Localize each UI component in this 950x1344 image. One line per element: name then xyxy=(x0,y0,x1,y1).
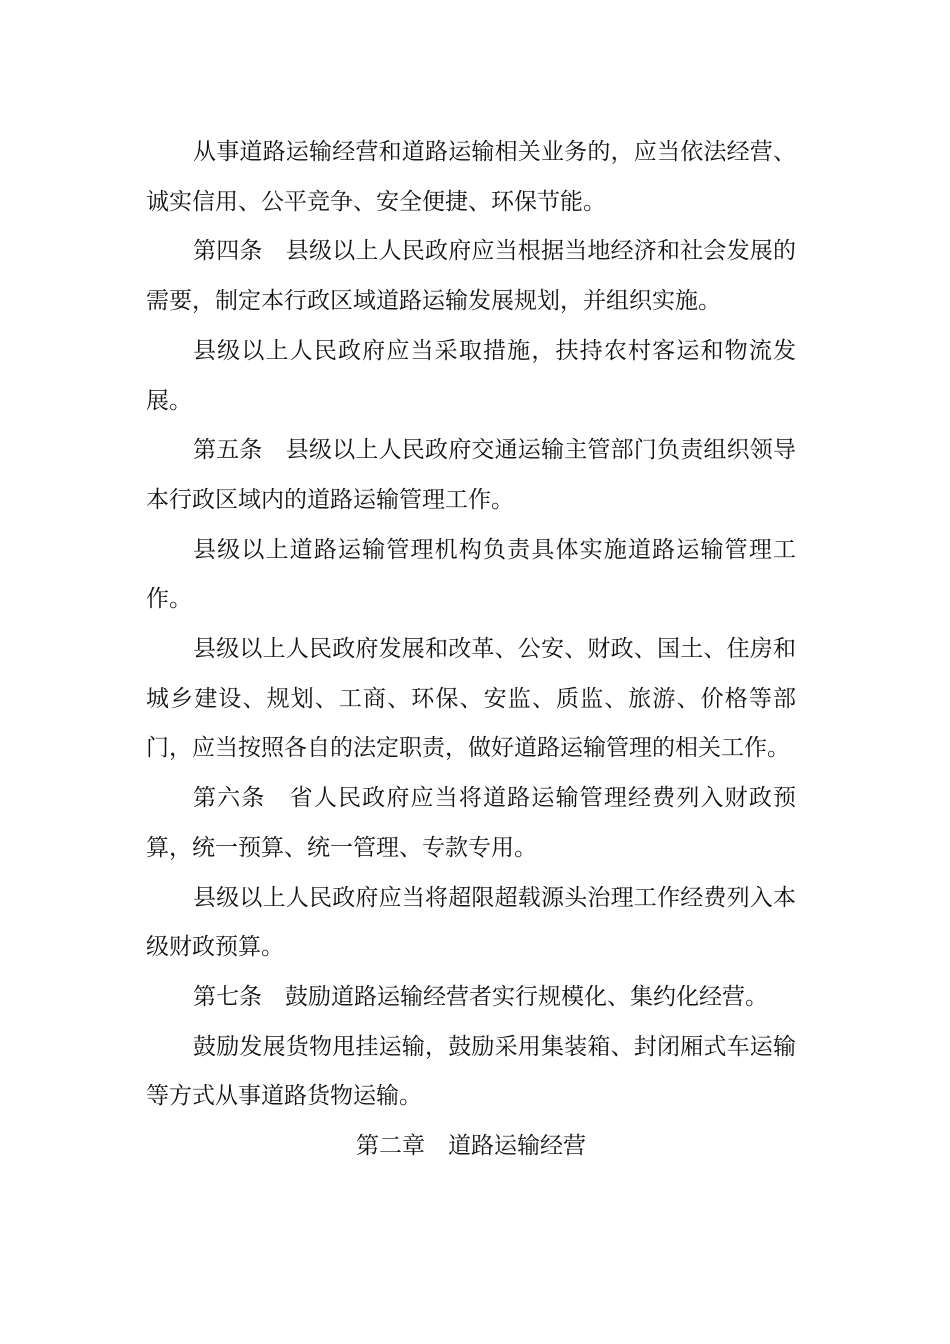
paragraph-5: 县级以上道路运输管理机构负责具体实施道路运输管理工作。 xyxy=(146,536,796,613)
paragraph-10: 鼓励发展货物甩挂运输，鼓励采用集装箱、封闭厢式车运输等方式从事道路货物运输。 xyxy=(146,1033,796,1110)
article-5-paragraph: 第五条 县级以上人民政府交通运输主管部门负责组织领导本行政区域内的道路运输管理工作。 xyxy=(146,437,796,513)
paragraph-3: 县级以上人民政府应当采取措施，扶持农村客运和物流发展。 xyxy=(146,337,796,414)
chapter-heading: 第二章 道路运输经营 xyxy=(356,1133,586,1160)
document-body xyxy=(146,128,796,1172)
paragraph-1: 从事道路运输经营和道路运输相关业务的，应当依法经营、诚实信用、公平竞争、安全便捷、环保节能。 xyxy=(146,139,796,215)
paragraph-6: 县级以上人民政府发展和改革、公安、财政、国土、住房和城乡建设、规划、工商、环保、安监、质监、旅游、价格等部门，应当按照各自的法定职责，做好道路运输管理的相关工作。 xyxy=(146,636,796,762)
paragraph-8: 县级以上人民政府应当将超限超载源头治理工作经费列入本级财政预算。 xyxy=(146,884,796,961)
article-4-paragraph: 第四条 县级以上人民政府应当根据当地经济和社会发展的需要，制定本行政区域道路运输发展规划，并组织实施。 xyxy=(146,238,796,315)
article-6-paragraph: 第六条 省人民政府应当将道路运输管理经费列入财政预算，统一预算、统一管理、专款专用。 xyxy=(146,785,796,861)
article-7-paragraph: 第七条 鼓励道路运输经营者实行规模化、集约化经营。 xyxy=(193,983,768,1010)
